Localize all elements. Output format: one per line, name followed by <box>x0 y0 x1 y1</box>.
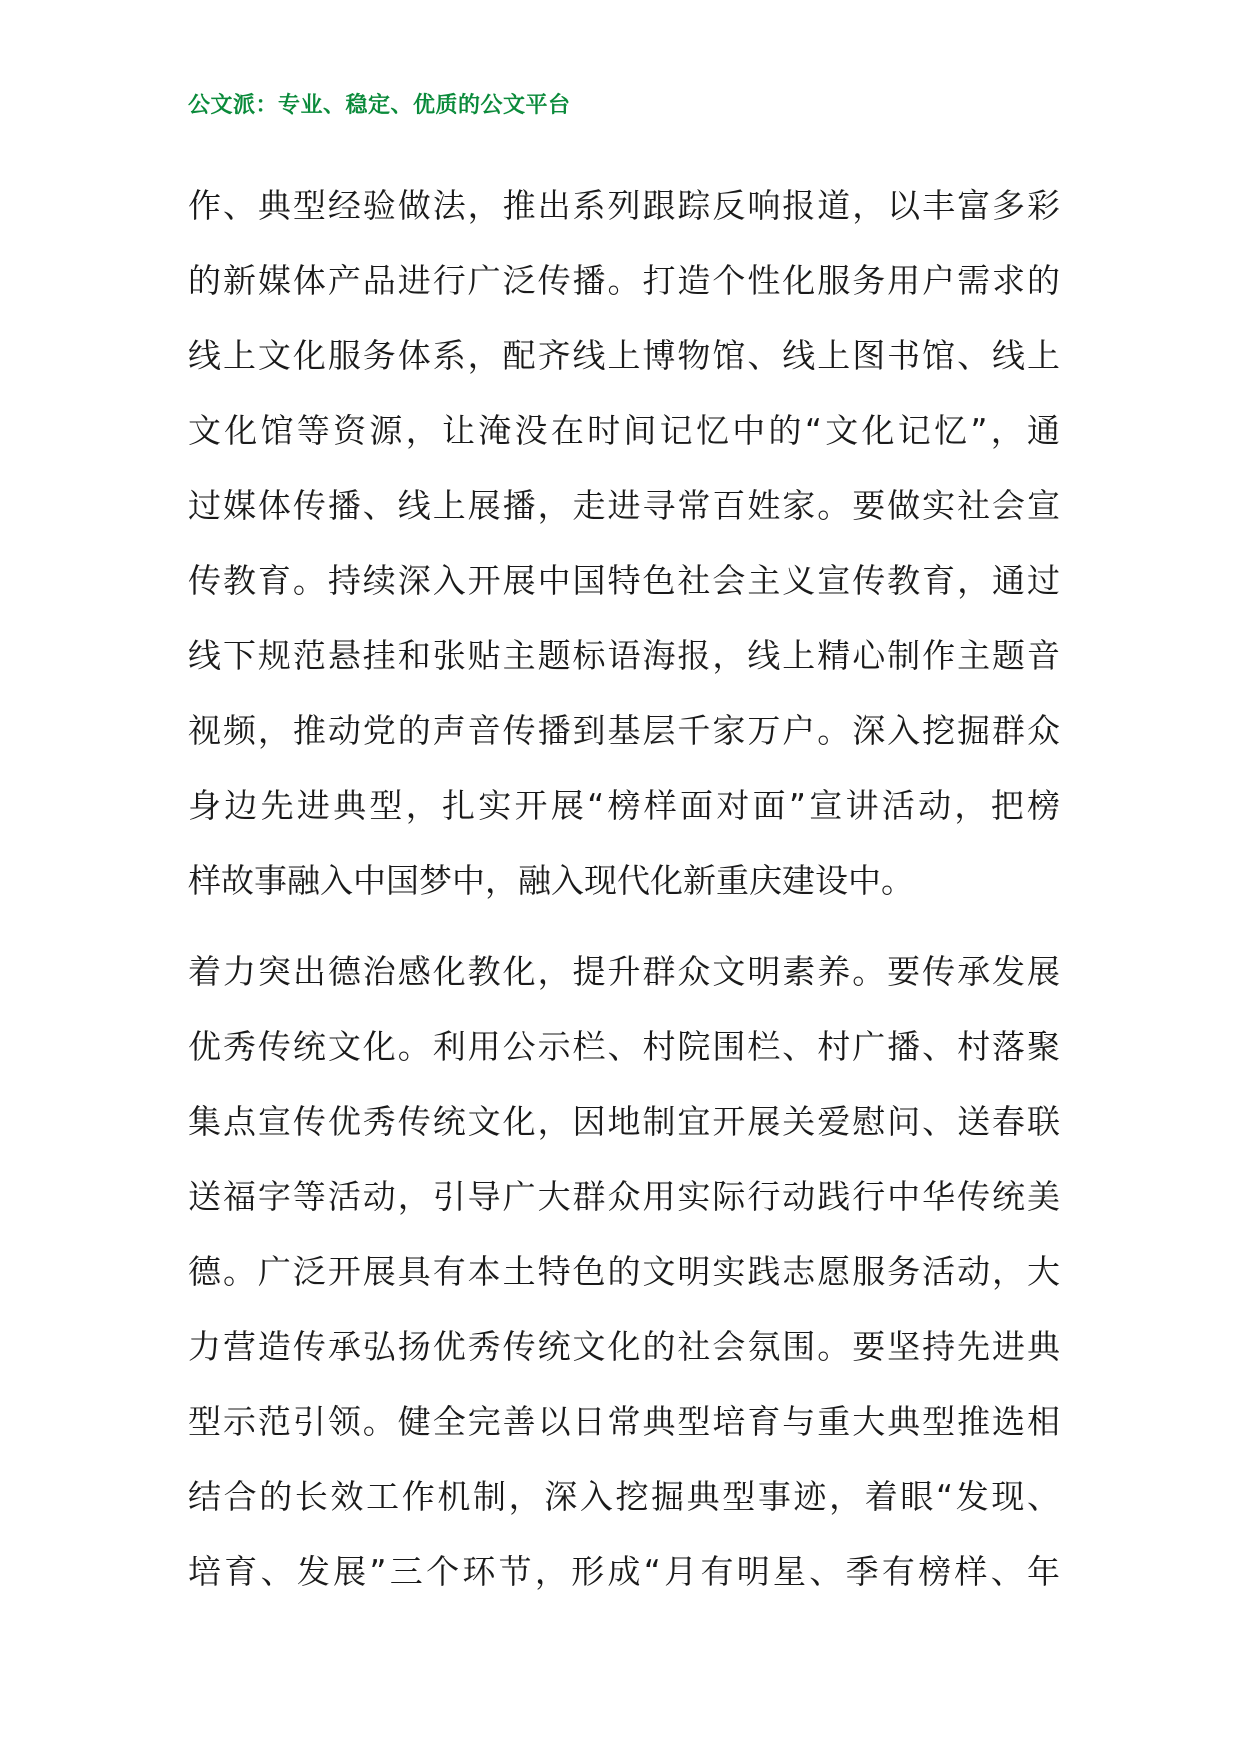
paragraph-1 <box>188 168 1060 918</box>
text-line: 结合的长效工作机制，深入挖掘典型事迹，着眼“发现、 <box>188 1477 1060 1516</box>
text-line: 线下规范悬挂和张贴主题标语海报，线上精心制作主题音 <box>188 636 1060 675</box>
text-line: 文化馆等资源，让淹没在时间记忆中的“文化记忆”，通 <box>188 411 1060 450</box>
text-line: 视频，推动党的声音传播到基层千家万户。深入挖掘群众 <box>188 711 1060 750</box>
text-line: 优秀传统文化。利用公示栏、村院围栏、村广播、村落聚 <box>188 1027 1060 1066</box>
text-line: 着力突出德治感化教化，提升群众文明素养。要传承发展 <box>188 952 1060 991</box>
text-line: 型示范引领。健全完善以日常典型培育与重大典型推选相 <box>188 1402 1060 1441</box>
text-line: 送福字等活动，引导广大群众用实际行动践行中华传统美 <box>188 1177 1060 1216</box>
text-line: 作、典型经验做法，推出系列跟踪反响报道，以丰富多彩 <box>188 186 1060 225</box>
text-line: 传教育。持续深入开展中国特色社会主义宣传教育，通过 <box>188 561 1060 600</box>
paragraph-2 <box>188 934 1060 1609</box>
text-line: 身边先进典型，扎实开展“榜样面对面”宣讲活动，把榜 <box>188 786 1060 825</box>
text-line: 的新媒体产品进行广泛传播。打造个性化服务用户需求的 <box>188 261 1060 300</box>
text-line: 线上文化服务体系，配齐线上博物馆、线上图书馆、线上 <box>188 336 1060 375</box>
text-line: 样故事融入中国梦中，融入现代化新重庆建设中。 <box>188 861 914 900</box>
site-header-title: 公文派：专业、稳定、优质的公文平台 <box>188 92 571 118</box>
text-line: 集点宣传优秀传统文化，因地制宜开展关爱慰问、送春联 <box>188 1102 1060 1141</box>
text-line: 过媒体传播、线上展播，走进寻常百姓家。要做实社会宣 <box>188 486 1060 525</box>
document-body <box>188 168 1060 1609</box>
text-line: 德。广泛开展具有本土特色的文明实践志愿服务活动，大 <box>188 1252 1060 1291</box>
text-line: 培育、发展”三个环节，形成“月有明星、季有榜样、年 <box>188 1552 1060 1591</box>
text-line: 力营造传承弘扬优秀传统文化的社会氛围。要坚持先进典 <box>188 1327 1060 1366</box>
